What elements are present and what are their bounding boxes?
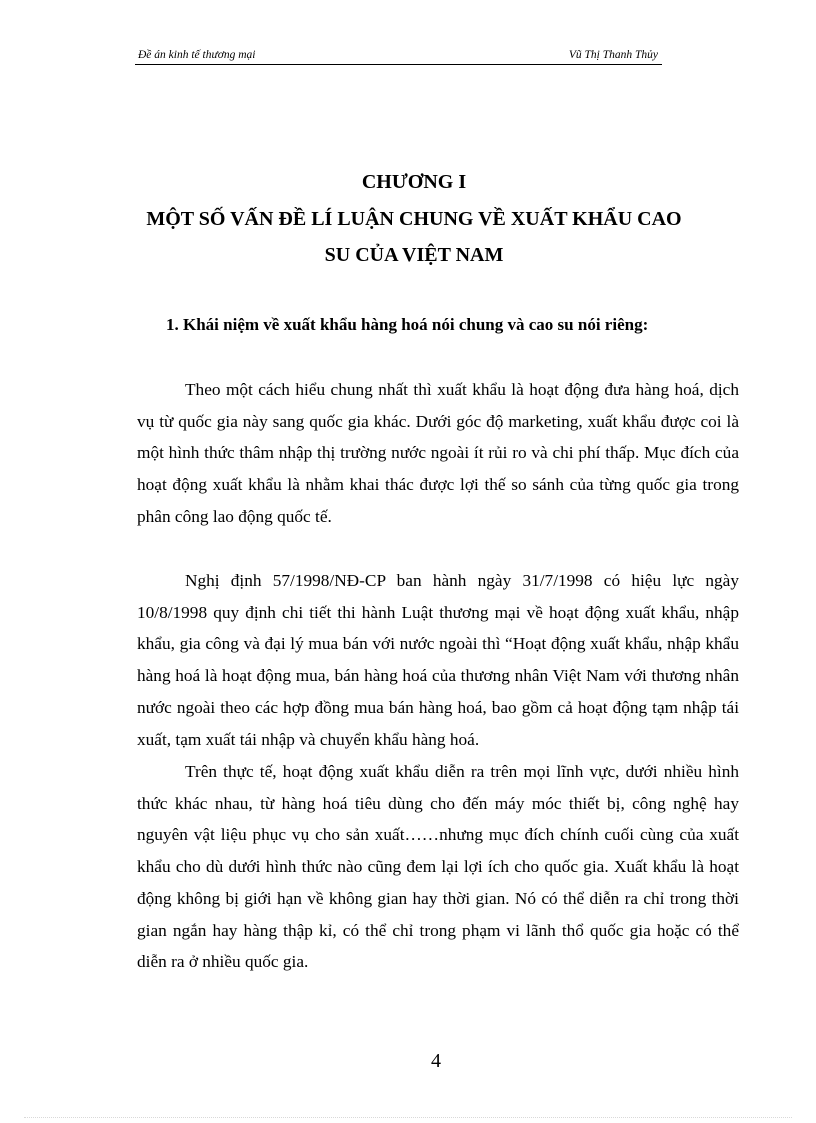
header-left-text: Đề án kinh tế thương mại: [138, 49, 256, 61]
page-bottom-divider: [24, 1117, 792, 1118]
header-author: Vũ Thị Thanh Thủy: [568, 49, 658, 61]
chapter-title-line-1: MỘT SỐ VẤN ĐỀ LÍ LUẬN CHUNG VỀ XUẤT KHẨU CAO: [146, 208, 682, 230]
chapter-title-line-2: SU CỦA VIỆT NAM: [324, 244, 504, 266]
chapter-number: CHƯƠNG I: [361, 171, 467, 193]
page-number: 4: [431, 1050, 441, 1072]
section-heading: 1. Khái niệm về xuất khẩu hàng hoá nói chung và cao su nói riêng:: [166, 315, 649, 334]
body-paragraph: Theo một cách hiểu chung nhất thì xuất khẩu là hoạt động đưa hàng hoá, dịch vụ từ quốc gia này sang quốc gia khác. Dưới góc độ marketing, xuất khẩu được coi là một hình thức thâm nhập thị trường nước ngoài ít rủi ro và chi phí thấp. Mục đích của hoạt động xuất khẩu là nhằm khai thác được lợi thế so sánh của từng quốc gia trong phân công lao động quốc tế.: [137, 380, 739, 526]
body-paragraph: Nghị định 57/1998/NĐ-CP ban hành ngày 31/7/1998 có hiệu lực ngày 10/8/1998 quy định chi tiết thi hành Luật thương mại về hoạt động xuất khẩu, nhập khẩu, gia công và đại lý mua bán với nước ngoài thì “Hoạt động xuất khẩu, nhập khẩu hàng hoá là hoạt động mua, bán hàng hoá của thương nhân Việt Nam với thương nhân nước ngoài theo các hợp đồng mua bán hàng hoá, bao gồm cả hoạt động tạm nhập tái xuất, tạm xuất tái nhập và chuyển khẩu hàng hoá.: [137, 571, 739, 749]
page-header: [135, 48, 662, 65]
body-paragraph: Trên thực tế, hoạt động xuất khẩu diễn ra trên mọi lĩnh vực, dưới nhiều hình thức khác nhau, từ hàng hoá tiêu dùng cho đến máy móc thiết bị, công nghệ hay nguyên vật liệu phục vụ cho sản xuất……nhưng mục đích chính cuối cùng của xuất khẩu cho dù dưới hình thức nào cũng đem lại lợi ích cho quốc gia. Xuất khẩu là hoạt động không bị giới hạn về không gian hay thời gian. Nó có thể diễn ra chỉ trong thời gian ngắn hay hàng thập kỉ, có thể chỉ trong phạm vi lãnh thổ quốc gia hoặc có thể diễn ra ở nhiều quốc gia.: [137, 762, 739, 972]
